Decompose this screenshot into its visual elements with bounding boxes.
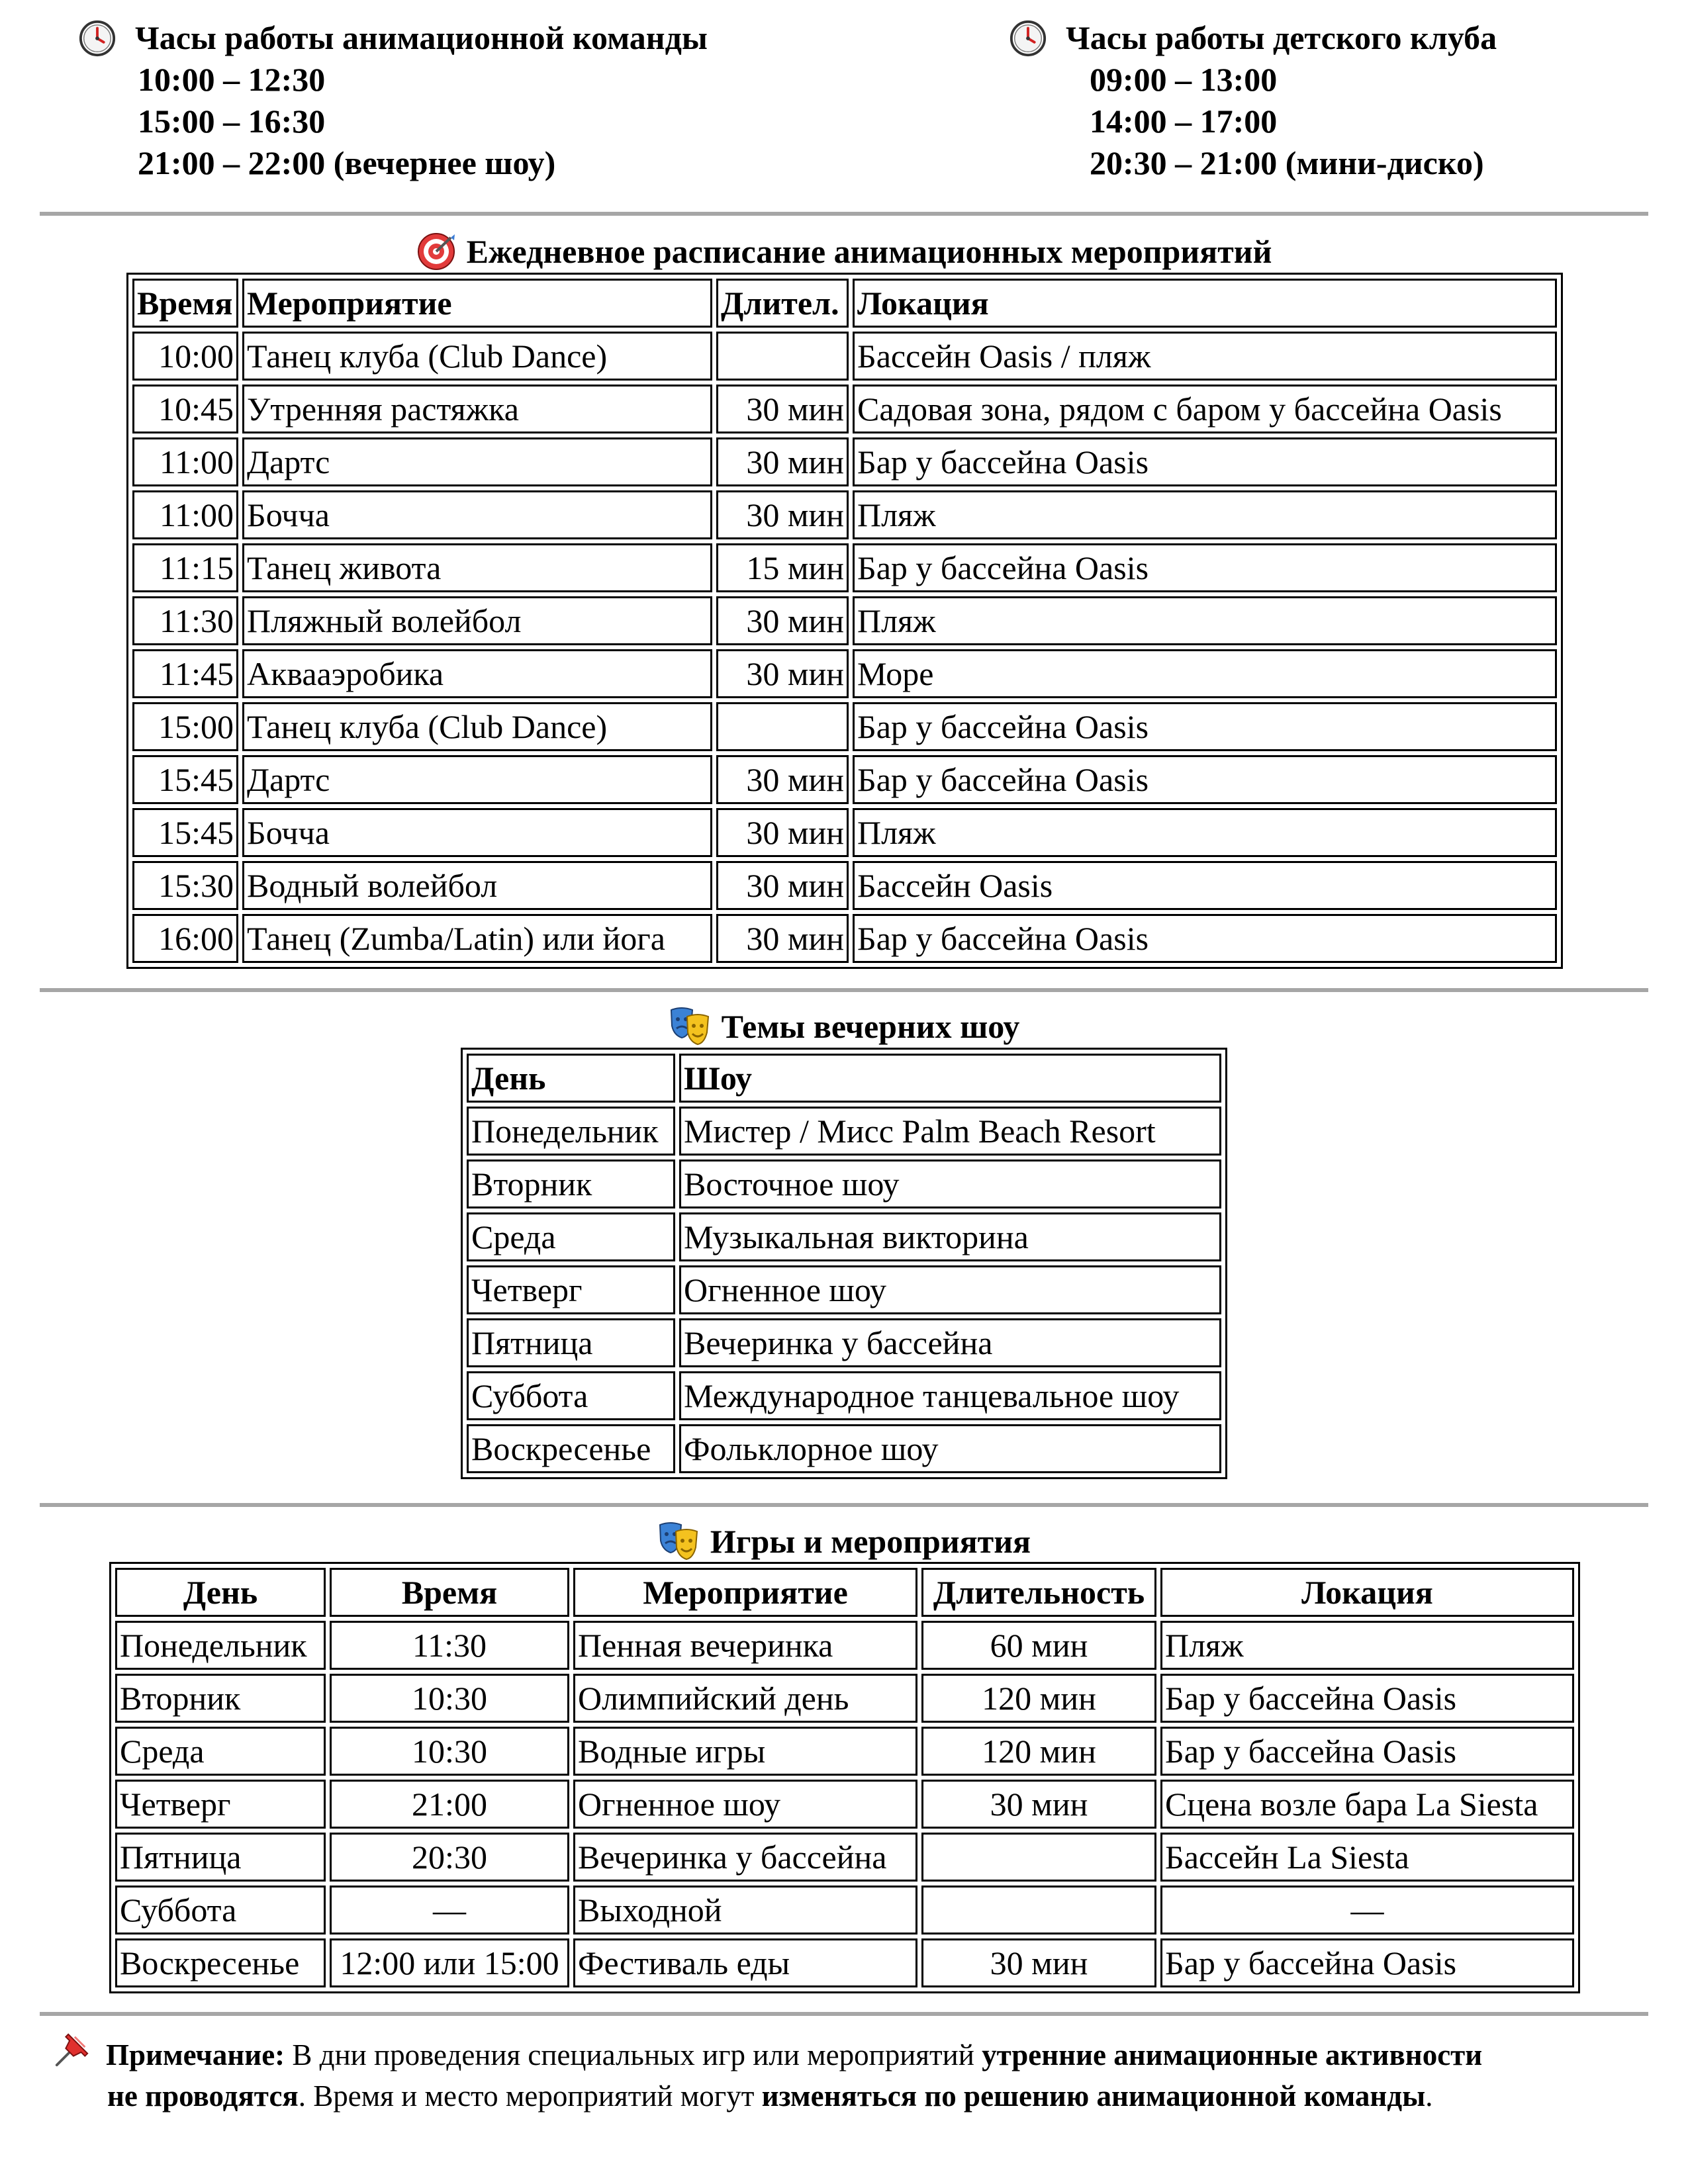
column-header: Мероприятие <box>573 1568 917 1617</box>
table-cell: 30 мин <box>716 596 849 645</box>
table-cell: Бочча <box>242 808 712 857</box>
table-cell: Олимпийский день <box>573 1674 917 1723</box>
table-cell: — <box>1160 1886 1574 1934</box>
table-header-row <box>467 1054 1221 1103</box>
table-cell: Бар у бассейна Oasis <box>1160 1674 1574 1723</box>
kids-club-hours-slot: 20:30 – 21:00 (мини-диско) <box>1090 144 1484 181</box>
table-cell: 15:30 <box>132 861 238 910</box>
table-row <box>467 1318 1221 1367</box>
table-cell: Выходной <box>573 1886 917 1934</box>
table-cell: 10:30 <box>330 1674 569 1723</box>
table-cell: 15:45 <box>132 808 238 857</box>
table-row <box>132 596 1557 645</box>
table-row <box>132 808 1557 857</box>
column-header: День <box>115 1568 326 1617</box>
table-cell: 10:00 <box>132 332 238 381</box>
table-row <box>132 385 1557 433</box>
table-header-row <box>132 279 1557 328</box>
note-label: Примечание: <box>106 2038 285 2071</box>
table-cell: Пятница <box>115 1833 326 1882</box>
table-cell: Восточное шоу <box>679 1160 1221 1208</box>
table-row <box>132 490 1557 539</box>
column-header: Шоу <box>679 1054 1221 1103</box>
table-row <box>132 702 1557 751</box>
table-row <box>132 861 1557 910</box>
table-cell: Воскресенье <box>467 1424 675 1473</box>
table-cell: 15 мин <box>716 543 849 592</box>
table-cell: Утренняя растяжка <box>242 385 712 433</box>
games-table <box>109 1562 1580 1993</box>
table-row <box>132 649 1557 698</box>
table-cell: 10:45 <box>132 385 238 433</box>
table-cell: Пенная вечеринка <box>573 1621 917 1670</box>
games-title: Игры и мероприятия <box>710 1523 1031 1560</box>
table-cell: 30 мин <box>716 861 849 910</box>
table-cell: 30 мин <box>921 1780 1156 1829</box>
table-cell: Суббота <box>467 1371 675 1420</box>
table-row <box>115 1886 1574 1934</box>
column-header: Мероприятие <box>242 279 712 328</box>
table-cell: Фольклорное шоу <box>679 1424 1221 1473</box>
table-cell: 30 мин <box>716 755 849 804</box>
table-cell: Аквааэробика <box>242 649 712 698</box>
note-text: . <box>1425 2079 1433 2113</box>
table-cell: Бассейн Oasis / пляж <box>853 332 1557 381</box>
note-text: . Время и место мероприятий могут <box>298 2079 762 2113</box>
table-cell: Бар у бассейна Oasis <box>1160 1727 1574 1776</box>
table-cell: 120 мин <box>921 1727 1156 1776</box>
column-header: Время <box>132 279 238 328</box>
table-cell: 30 мин <box>716 437 849 486</box>
table-cell: Четверг <box>115 1780 326 1829</box>
column-header: Локация <box>853 279 1557 328</box>
table-cell: 30 мин <box>716 490 849 539</box>
table-cell: 21:00 <box>330 1780 569 1829</box>
kids-club-hours-slot: 14:00 – 17:00 <box>1090 103 1278 140</box>
table-cell: Среда <box>467 1212 675 1261</box>
table-row <box>115 1621 1574 1670</box>
table-cell: Пляжный волейбол <box>242 596 712 645</box>
column-header: Время <box>330 1568 569 1617</box>
kids-club-hours-block <box>1009 17 1497 184</box>
table-cell: Музыкальная викторина <box>679 1212 1221 1261</box>
column-header: Длител. <box>716 279 849 328</box>
footnote <box>53 2030 1648 2116</box>
table-cell <box>921 1833 1156 1882</box>
note-emphasis: не проводятся <box>107 2079 299 2113</box>
table-row <box>132 543 1557 592</box>
table-row <box>115 1938 1574 1987</box>
table-cell: Водные игры <box>573 1727 917 1776</box>
daily-schedule-table <box>126 273 1563 969</box>
table-cell: Бар у бассейна Oasis <box>853 914 1557 963</box>
table-cell: 30 мин <box>716 385 849 433</box>
clock-icon <box>1009 19 1047 58</box>
table-cell: Пляж <box>1160 1621 1574 1670</box>
table-cell: 15:45 <box>132 755 238 804</box>
divider <box>40 988 1648 992</box>
note-emphasis: утренние анимационные активности <box>982 2038 1483 2071</box>
table-row <box>115 1727 1574 1776</box>
table-row <box>132 755 1557 804</box>
animation-hours-slot: 21:00 – 22:00 (вечернее шоу) <box>138 144 556 181</box>
evening-shows-title: Темы вечерних шоу <box>721 1008 1020 1045</box>
kids-club-hours-title: Часы работы детского клуба <box>1066 19 1497 56</box>
animation-hours-block <box>78 17 708 184</box>
table-row <box>467 1424 1221 1473</box>
table-cell: Понедельник <box>467 1107 675 1156</box>
table-row <box>132 914 1557 963</box>
table-cell: Понедельник <box>115 1621 326 1670</box>
table-cell: Садовая зона, рядом с баром у бассейна Oasis <box>853 385 1557 433</box>
table-cell: Бар у бассейна Oasis <box>853 702 1557 751</box>
table-cell: Сцена возле бара La Siesta <box>1160 1780 1574 1829</box>
table-row <box>467 1371 1221 1420</box>
table-row <box>132 332 1557 381</box>
clock-icon <box>78 19 117 58</box>
table-cell: Вечеринка у бассейна <box>679 1318 1221 1367</box>
table-cell: 11:45 <box>132 649 238 698</box>
table-cell: Бассейн Oasis <box>853 861 1557 910</box>
column-header: Длительность <box>921 1568 1156 1617</box>
table-cell: 10:30 <box>330 1727 569 1776</box>
games-heading <box>0 1521 1688 1562</box>
note-emphasis: изменяться по решению анимационной команды <box>761 2079 1426 2113</box>
table-cell: Дартс <box>242 437 712 486</box>
divider <box>40 212 1648 216</box>
table-cell: Бар у бассейна Oasis <box>853 755 1557 804</box>
table-cell: 15:00 <box>132 702 238 751</box>
table-cell: Водный волейбол <box>242 861 712 910</box>
table-row <box>115 1780 1574 1829</box>
table-cell: 30 мин <box>716 914 849 963</box>
table-cell: Огненное шоу <box>679 1265 1221 1314</box>
table-cell: Вечеринка у бассейна <box>573 1833 917 1882</box>
table-cell: Бар у бассейна Oasis <box>853 437 1557 486</box>
table-row <box>467 1160 1221 1208</box>
table-cell: — <box>330 1886 569 1934</box>
table-cell: 11:00 <box>132 437 238 486</box>
table-row <box>132 437 1557 486</box>
table-cell: 16:00 <box>132 914 238 963</box>
table-cell: Вторник <box>115 1674 326 1723</box>
table-cell: Мистер / Мисс Palm Beach Resort <box>679 1107 1221 1156</box>
table-cell: Море <box>853 649 1557 698</box>
column-header: День <box>467 1054 675 1103</box>
table-cell: Пятница <box>467 1318 675 1367</box>
table-cell: 12:00 или 15:00 <box>330 1938 569 1987</box>
table-cell: Среда <box>115 1727 326 1776</box>
table-cell: 30 мин <box>716 649 849 698</box>
table-cell: Пляж <box>853 808 1557 857</box>
note-text: В дни проведения специальных игр или мероприятий <box>285 2038 982 2071</box>
table-cell: Дартс <box>242 755 712 804</box>
table-row <box>115 1674 1574 1723</box>
table-header-row <box>115 1568 1574 1617</box>
table-cell: Танец клуба (Club Dance) <box>242 332 712 381</box>
animation-hours-slot: 10:00 – 12:30 <box>138 61 326 98</box>
table-cell: Танец (Zumba/Latin) или йога <box>242 914 712 963</box>
table-cell: 11:15 <box>132 543 238 592</box>
daily-schedule-title: Ежедневное расписание анимационных мероприятий <box>466 233 1272 270</box>
table-cell: Танец клуба (Club Dance) <box>242 702 712 751</box>
divider <box>40 2012 1648 2016</box>
table-cell <box>716 702 849 751</box>
table-cell: Международное танцевальное шоу <box>679 1371 1221 1420</box>
table-cell: 30 мин <box>716 808 849 857</box>
evening-shows-heading <box>0 1006 1688 1047</box>
table-cell <box>921 1886 1156 1934</box>
column-header: Локация <box>1160 1568 1574 1617</box>
table-cell: Бар у бассейна Oasis <box>853 543 1557 592</box>
table-row <box>115 1833 1574 1882</box>
table-cell <box>716 332 849 381</box>
table-cell: Бар у бассейна Oasis <box>1160 1938 1574 1987</box>
table-cell: Суббота <box>115 1886 326 1934</box>
daily-schedule-heading <box>0 232 1688 271</box>
divider <box>40 1503 1648 1507</box>
evening-shows-table <box>461 1048 1227 1479</box>
table-row <box>467 1107 1221 1156</box>
table-cell: Пляж <box>853 490 1557 539</box>
table-cell: Фестиваль еды <box>573 1938 917 1987</box>
theater-masks-icon <box>669 1006 711 1047</box>
pushpin-icon <box>53 2030 91 2069</box>
table-cell: Огненное шоу <box>573 1780 917 1829</box>
table-cell: 11:30 <box>132 596 238 645</box>
table-cell: 120 мин <box>921 1674 1156 1723</box>
target-icon <box>416 232 456 271</box>
table-cell: Танец живота <box>242 543 712 592</box>
table-row <box>467 1265 1221 1314</box>
table-cell: 20:30 <box>330 1833 569 1882</box>
animation-hours-slot: 15:00 – 16:30 <box>138 103 326 140</box>
table-cell: Бассейн La Siesta <box>1160 1833 1574 1882</box>
table-cell: Вторник <box>467 1160 675 1208</box>
table-row <box>467 1212 1221 1261</box>
table-cell: Пляж <box>853 596 1557 645</box>
table-cell: Четверг <box>467 1265 675 1314</box>
table-cell: 30 мин <box>921 1938 1156 1987</box>
kids-club-hours-slot: 09:00 – 13:00 <box>1090 61 1278 98</box>
table-cell: 60 мин <box>921 1621 1156 1670</box>
table-cell: Воскресенье <box>115 1938 326 1987</box>
table-cell: 11:00 <box>132 490 238 539</box>
animation-hours-title: Часы работы анимационной команды <box>135 19 708 56</box>
table-cell: Бочча <box>242 490 712 539</box>
theater-masks-icon <box>657 1521 700 1562</box>
table-cell: 11:30 <box>330 1621 569 1670</box>
